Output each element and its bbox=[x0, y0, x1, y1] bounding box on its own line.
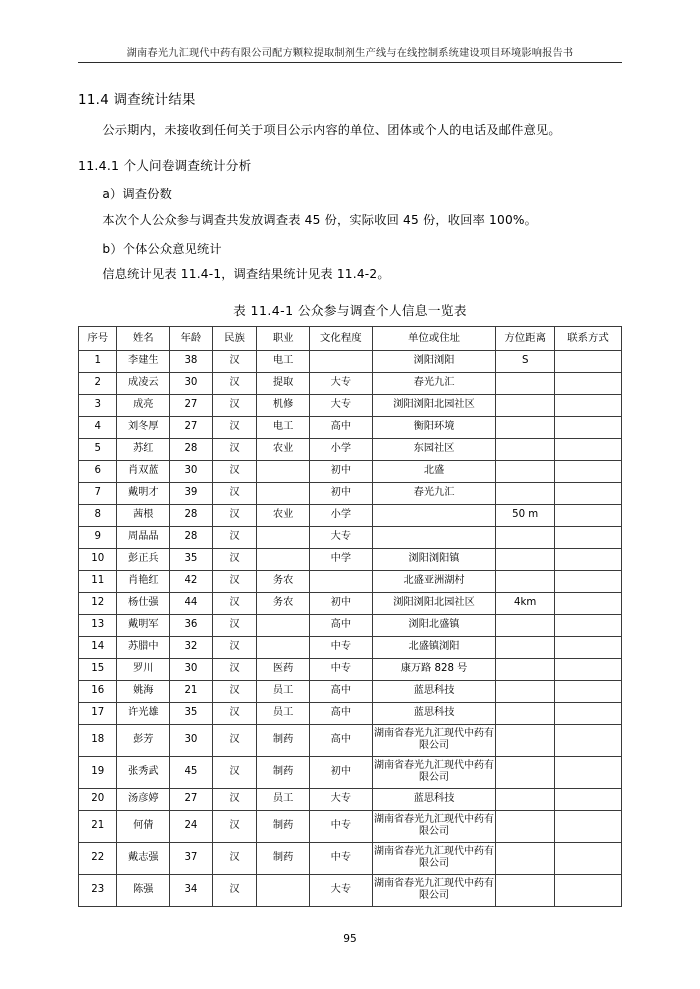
table-row bbox=[79, 526, 622, 548]
item-b-label: b）个体公众意见统计 bbox=[102, 242, 222, 257]
cell-r11-c6: 浏阳浏阳北园社区 bbox=[372, 592, 496, 614]
subsection-title: 11.4.1 个人问卷调查统计分析 bbox=[78, 158, 252, 174]
cell-r1-c6: 春光九汇 bbox=[372, 372, 496, 394]
cell-r16-c0: 17 bbox=[79, 702, 117, 724]
cell-r14-c1: 罗川 bbox=[117, 658, 170, 680]
cell-r3-c5: 高中 bbox=[309, 416, 372, 438]
cell-r19-c3: 汉 bbox=[212, 788, 257, 810]
cell-r0-c4: 电工 bbox=[257, 350, 310, 372]
cell-r11-c2: 44 bbox=[170, 592, 213, 614]
cell-r12-c8 bbox=[555, 614, 622, 636]
item-a-label: a）调查份数 bbox=[102, 187, 172, 202]
cell-r8-c8 bbox=[555, 526, 622, 548]
public-participation-table bbox=[78, 326, 622, 907]
cell-r6-c7 bbox=[496, 482, 555, 504]
section-title: 11.4 调查统计结果 bbox=[78, 93, 196, 108]
cell-r15-c8 bbox=[555, 680, 622, 702]
table-row bbox=[79, 592, 622, 614]
column-header-6: 单位或住址 bbox=[372, 326, 496, 350]
cell-r0-c2: 38 bbox=[170, 350, 213, 372]
page-number: 95 bbox=[343, 933, 357, 945]
cell-r19-c2: 27 bbox=[170, 788, 213, 810]
cell-r3-c7 bbox=[496, 416, 555, 438]
cell-r22-c3: 汉 bbox=[212, 874, 257, 906]
cell-r2-c3: 汉 bbox=[212, 394, 257, 416]
cell-r7-c0: 8 bbox=[79, 504, 117, 526]
cell-r10-c3: 汉 bbox=[212, 570, 257, 592]
cell-r14-c4: 医药 bbox=[257, 658, 310, 680]
cell-r16-c1: 许光雄 bbox=[117, 702, 170, 724]
cell-r4-c0: 5 bbox=[79, 438, 117, 460]
cell-r5-c3: 汉 bbox=[212, 460, 257, 482]
cell-r4-c3: 汉 bbox=[212, 438, 257, 460]
cell-r5-c8 bbox=[555, 460, 622, 482]
cell-r19-c8 bbox=[555, 788, 622, 810]
cell-r10-c5 bbox=[309, 570, 372, 592]
cell-r12-c4 bbox=[257, 614, 310, 636]
cell-r13-c5: 中专 bbox=[309, 636, 372, 658]
cell-r12-c1: 戴明军 bbox=[117, 614, 170, 636]
column-header-0: 序号 bbox=[79, 326, 117, 350]
table-row bbox=[79, 548, 622, 570]
cell-r3-c4: 电工 bbox=[257, 416, 310, 438]
cell-r19-c4: 员工 bbox=[257, 788, 310, 810]
table-body bbox=[79, 350, 622, 906]
cell-r9-c1: 彭正兵 bbox=[117, 548, 170, 570]
cell-r14-c2: 30 bbox=[170, 658, 213, 680]
cell-r21-c1: 戴志强 bbox=[117, 842, 170, 874]
cell-r20-c7 bbox=[496, 810, 555, 842]
cell-r20-c6: 湖南省春光九汇现代中药有限公司 bbox=[372, 810, 496, 842]
cell-r9-c3: 汉 bbox=[212, 548, 257, 570]
cell-r20-c2: 24 bbox=[170, 810, 213, 842]
cell-r6-c4 bbox=[257, 482, 310, 504]
table-row bbox=[79, 842, 622, 874]
cell-r14-c6: 康万路 828 号 bbox=[372, 658, 496, 680]
table-row bbox=[79, 372, 622, 394]
column-header-2: 年龄 bbox=[170, 326, 213, 350]
cell-r10-c6: 北盛亚洲湖村 bbox=[372, 570, 496, 592]
cell-r4-c2: 28 bbox=[170, 438, 213, 460]
cell-r1-c8 bbox=[555, 372, 622, 394]
cell-r1-c2: 30 bbox=[170, 372, 213, 394]
cell-r21-c7 bbox=[496, 842, 555, 874]
cell-r3-c2: 27 bbox=[170, 416, 213, 438]
cell-r18-c2: 45 bbox=[170, 756, 213, 788]
cell-r13-c0: 14 bbox=[79, 636, 117, 658]
cell-r22-c1: 陈强 bbox=[117, 874, 170, 906]
cell-r13-c2: 32 bbox=[170, 636, 213, 658]
cell-r7-c8 bbox=[555, 504, 622, 526]
cell-r11-c3: 汉 bbox=[212, 592, 257, 614]
cell-r1-c7 bbox=[496, 372, 555, 394]
cell-r18-c7 bbox=[496, 756, 555, 788]
cell-r22-c2: 34 bbox=[170, 874, 213, 906]
cell-r22-c7 bbox=[496, 874, 555, 906]
cell-r0-c8 bbox=[555, 350, 622, 372]
cell-r13-c3: 汉 bbox=[212, 636, 257, 658]
cell-r4-c8 bbox=[555, 438, 622, 460]
cell-r18-c4: 制药 bbox=[257, 756, 310, 788]
cell-r8-c2: 28 bbox=[170, 526, 213, 548]
cell-r1-c1: 成凌云 bbox=[117, 372, 170, 394]
table-row bbox=[79, 350, 622, 372]
cell-r16-c2: 35 bbox=[170, 702, 213, 724]
cell-r4-c4: 农业 bbox=[257, 438, 310, 460]
cell-r21-c0: 22 bbox=[79, 842, 117, 874]
cell-r9-c8 bbox=[555, 548, 622, 570]
cell-r8-c7 bbox=[496, 526, 555, 548]
header-divider bbox=[78, 62, 622, 63]
table-row bbox=[79, 438, 622, 460]
table-row bbox=[79, 614, 622, 636]
table-row bbox=[79, 416, 622, 438]
cell-r0-c7: S bbox=[496, 350, 555, 372]
cell-r18-c5: 初中 bbox=[309, 756, 372, 788]
cell-r20-c1: 何倩 bbox=[117, 810, 170, 842]
paragraph-statistics-ref: 信息统计见表 11.4-1，调查结果统计见表 11.4-2。 bbox=[102, 267, 390, 282]
cell-r12-c7 bbox=[496, 614, 555, 636]
cell-r15-c6: 蓝思科技 bbox=[372, 680, 496, 702]
cell-r16-c4: 员工 bbox=[257, 702, 310, 724]
table-caption: 表 11.4-1 公众参与调查个人信息一览表 bbox=[233, 302, 467, 318]
cell-r8-c1: 周晶晶 bbox=[117, 526, 170, 548]
cell-r19-c7 bbox=[496, 788, 555, 810]
cell-r22-c6: 湖南省春光九汇现代中药有限公司 bbox=[372, 874, 496, 906]
cell-r9-c0: 10 bbox=[79, 548, 117, 570]
cell-r11-c5: 初中 bbox=[309, 592, 372, 614]
cell-r0-c1: 李建生 bbox=[117, 350, 170, 372]
cell-r8-c5: 大专 bbox=[309, 526, 372, 548]
running-header: 湖南春光九汇现代中药有限公司配方颗粒提取制剂生产线与在线控制系统建设项目环境影响报告书 bbox=[126, 48, 574, 59]
cell-r13-c6: 北盛镇浏阳 bbox=[372, 636, 496, 658]
table-row bbox=[79, 756, 622, 788]
cell-r9-c5: 中学 bbox=[309, 548, 372, 570]
table-row bbox=[79, 810, 622, 842]
table-row bbox=[79, 460, 622, 482]
cell-r20-c8 bbox=[555, 810, 622, 842]
cell-r19-c1: 汤彦婷 bbox=[117, 788, 170, 810]
cell-r1-c4: 提取 bbox=[257, 372, 310, 394]
cell-r11-c7: 4km bbox=[496, 592, 555, 614]
cell-r7-c5: 小学 bbox=[309, 504, 372, 526]
cell-r5-c2: 30 bbox=[170, 460, 213, 482]
cell-r19-c5: 大专 bbox=[309, 788, 372, 810]
cell-r7-c7: 50 m bbox=[496, 504, 555, 526]
cell-r0-c5 bbox=[309, 350, 372, 372]
cell-r16-c8 bbox=[555, 702, 622, 724]
cell-r8-c3: 汉 bbox=[212, 526, 257, 548]
cell-r12-c6: 浏阳北盛镇 bbox=[372, 614, 496, 636]
cell-r2-c8 bbox=[555, 394, 622, 416]
cell-r5-c0: 6 bbox=[79, 460, 117, 482]
cell-r10-c7 bbox=[496, 570, 555, 592]
cell-r6-c0: 7 bbox=[79, 482, 117, 504]
cell-r20-c4: 制药 bbox=[257, 810, 310, 842]
cell-r5-c5: 初中 bbox=[309, 460, 372, 482]
cell-r10-c4: 务农 bbox=[257, 570, 310, 592]
cell-r16-c3: 汉 bbox=[212, 702, 257, 724]
column-header-7: 方位距离 bbox=[496, 326, 555, 350]
cell-r3-c3: 汉 bbox=[212, 416, 257, 438]
cell-r18-c3: 汉 bbox=[212, 756, 257, 788]
cell-r14-c3: 汉 bbox=[212, 658, 257, 680]
cell-r9-c6: 浏阳浏阳镇 bbox=[372, 548, 496, 570]
cell-r6-c2: 39 bbox=[170, 482, 213, 504]
table-row bbox=[79, 702, 622, 724]
cell-r19-c0: 20 bbox=[79, 788, 117, 810]
cell-r1-c3: 汉 bbox=[212, 372, 257, 394]
cell-r12-c5: 高中 bbox=[309, 614, 372, 636]
cell-r13-c8 bbox=[555, 636, 622, 658]
cell-r2-c2: 27 bbox=[170, 394, 213, 416]
table-row bbox=[79, 482, 622, 504]
cell-r16-c7 bbox=[496, 702, 555, 724]
cell-r18-c0: 19 bbox=[79, 756, 117, 788]
cell-r6-c1: 戴明才 bbox=[117, 482, 170, 504]
cell-r12-c2: 36 bbox=[170, 614, 213, 636]
table-row bbox=[79, 680, 622, 702]
cell-r21-c6: 湖南省春光九汇现代中药有限公司 bbox=[372, 842, 496, 874]
cell-r2-c1: 成亮 bbox=[117, 394, 170, 416]
cell-r17-c7 bbox=[496, 724, 555, 756]
cell-r22-c4 bbox=[257, 874, 310, 906]
cell-r6-c8 bbox=[555, 482, 622, 504]
cell-r15-c3: 汉 bbox=[212, 680, 257, 702]
cell-r14-c0: 15 bbox=[79, 658, 117, 680]
cell-r14-c5: 中专 bbox=[309, 658, 372, 680]
cell-r0-c3: 汉 bbox=[212, 350, 257, 372]
cell-r7-c6 bbox=[372, 504, 496, 526]
cell-r6-c6: 春光九汇 bbox=[372, 482, 496, 504]
cell-r4-c1: 苏红 bbox=[117, 438, 170, 460]
cell-r13-c7 bbox=[496, 636, 555, 658]
column-header-5: 文化程度 bbox=[309, 326, 372, 350]
cell-r10-c1: 肖艳红 bbox=[117, 570, 170, 592]
cell-r21-c2: 37 bbox=[170, 842, 213, 874]
cell-r3-c8 bbox=[555, 416, 622, 438]
cell-r7-c1: 茜根 bbox=[117, 504, 170, 526]
cell-r21-c5: 中专 bbox=[309, 842, 372, 874]
cell-r4-c5: 小学 bbox=[309, 438, 372, 460]
cell-r15-c0: 16 bbox=[79, 680, 117, 702]
table-row bbox=[79, 874, 622, 906]
cell-r15-c1: 姚海 bbox=[117, 680, 170, 702]
cell-r5-c1: 肖双蓝 bbox=[117, 460, 170, 482]
cell-r22-c5: 大专 bbox=[309, 874, 372, 906]
cell-r14-c7 bbox=[496, 658, 555, 680]
cell-r21-c4: 制药 bbox=[257, 842, 310, 874]
cell-r17-c5: 高中 bbox=[309, 724, 372, 756]
cell-r0-c6: 浏阳浏阳 bbox=[372, 350, 496, 372]
cell-r17-c2: 30 bbox=[170, 724, 213, 756]
cell-r18-c8 bbox=[555, 756, 622, 788]
cell-r4-c6: 东园社区 bbox=[372, 438, 496, 460]
cell-r5-c6: 北盛 bbox=[372, 460, 496, 482]
cell-r15-c5: 高中 bbox=[309, 680, 372, 702]
table-row bbox=[79, 724, 622, 756]
cell-r6-c3: 汉 bbox=[212, 482, 257, 504]
cell-r22-c8 bbox=[555, 874, 622, 906]
cell-r9-c4 bbox=[257, 548, 310, 570]
table-row bbox=[79, 394, 622, 416]
cell-r3-c6: 衡阳环境 bbox=[372, 416, 496, 438]
cell-r17-c1: 彭芳 bbox=[117, 724, 170, 756]
column-header-8: 联系方式 bbox=[555, 326, 622, 350]
cell-r21-c8 bbox=[555, 842, 622, 874]
table-row bbox=[79, 504, 622, 526]
cell-r15-c4: 员工 bbox=[257, 680, 310, 702]
cell-r2-c6: 浏阳浏阳北园社区 bbox=[372, 394, 496, 416]
cell-r8-c0: 9 bbox=[79, 526, 117, 548]
cell-r16-c5: 高中 bbox=[309, 702, 372, 724]
cell-r1-c0: 2 bbox=[79, 372, 117, 394]
cell-r2-c5: 大专 bbox=[309, 394, 372, 416]
table-row bbox=[79, 570, 622, 592]
cell-r5-c7 bbox=[496, 460, 555, 482]
cell-r2-c4: 机修 bbox=[257, 394, 310, 416]
cell-r12-c0: 13 bbox=[79, 614, 117, 636]
column-header-1: 姓名 bbox=[117, 326, 170, 350]
table-row bbox=[79, 788, 622, 810]
cell-r0-c0: 1 bbox=[79, 350, 117, 372]
cell-r13-c4 bbox=[257, 636, 310, 658]
cell-r2-c7 bbox=[496, 394, 555, 416]
cell-r4-c7 bbox=[496, 438, 555, 460]
table-row bbox=[79, 658, 622, 680]
cell-r5-c4 bbox=[257, 460, 310, 482]
cell-r3-c1: 刘冬厚 bbox=[117, 416, 170, 438]
table-header-row bbox=[79, 326, 622, 350]
cell-r11-c1: 杨仕强 bbox=[117, 592, 170, 614]
cell-r8-c4 bbox=[257, 526, 310, 548]
cell-r9-c2: 35 bbox=[170, 548, 213, 570]
cell-r11-c4: 务农 bbox=[257, 592, 310, 614]
cell-r20-c0: 21 bbox=[79, 810, 117, 842]
cell-r11-c0: 12 bbox=[79, 592, 117, 614]
cell-r17-c6: 湖南省春光九汇现代中药有限公司 bbox=[372, 724, 496, 756]
column-header-3: 民族 bbox=[212, 326, 257, 350]
cell-r17-c4: 制药 bbox=[257, 724, 310, 756]
cell-r10-c8 bbox=[555, 570, 622, 592]
cell-r13-c1: 苏腊中 bbox=[117, 636, 170, 658]
cell-r17-c0: 18 bbox=[79, 724, 117, 756]
cell-r18-c6: 湖南省春光九汇现代中药有限公司 bbox=[372, 756, 496, 788]
cell-r9-c7 bbox=[496, 548, 555, 570]
cell-r2-c0: 3 bbox=[79, 394, 117, 416]
cell-r8-c6 bbox=[372, 526, 496, 548]
cell-r15-c7 bbox=[496, 680, 555, 702]
cell-r12-c3: 汉 bbox=[212, 614, 257, 636]
cell-r6-c5: 初中 bbox=[309, 482, 372, 504]
paragraph-survey-count: 本次个人公众参与调查共发放调查表 45 份，实际收回 45 份，收回率 100%。 bbox=[102, 212, 538, 227]
cell-r22-c0: 23 bbox=[79, 874, 117, 906]
cell-r17-c3: 汉 bbox=[212, 724, 257, 756]
cell-r7-c3: 汉 bbox=[212, 504, 257, 526]
cell-r16-c6: 蓝思科技 bbox=[372, 702, 496, 724]
cell-r18-c1: 张秀武 bbox=[117, 756, 170, 788]
table-row bbox=[79, 636, 622, 658]
column-header-4: 职业 bbox=[257, 326, 310, 350]
cell-r7-c4: 农业 bbox=[257, 504, 310, 526]
cell-r21-c3: 汉 bbox=[212, 842, 257, 874]
cell-r3-c0: 4 bbox=[79, 416, 117, 438]
cell-r10-c2: 42 bbox=[170, 570, 213, 592]
cell-r19-c6: 蓝思科技 bbox=[372, 788, 496, 810]
paragraph-no-feedback: 公示期内，未接收到任何关于项目公示内容的单位、团体或个人的电话及邮件意见。 bbox=[102, 123, 561, 137]
cell-r17-c8 bbox=[555, 724, 622, 756]
cell-r14-c8 bbox=[555, 658, 622, 680]
cell-r1-c5: 大专 bbox=[309, 372, 372, 394]
cell-r10-c0: 11 bbox=[79, 570, 117, 592]
cell-r7-c2: 28 bbox=[170, 504, 213, 526]
cell-r11-c8 bbox=[555, 592, 622, 614]
cell-r20-c5: 中专 bbox=[309, 810, 372, 842]
cell-r15-c2: 21 bbox=[170, 680, 213, 702]
cell-r20-c3: 汉 bbox=[212, 810, 257, 842]
